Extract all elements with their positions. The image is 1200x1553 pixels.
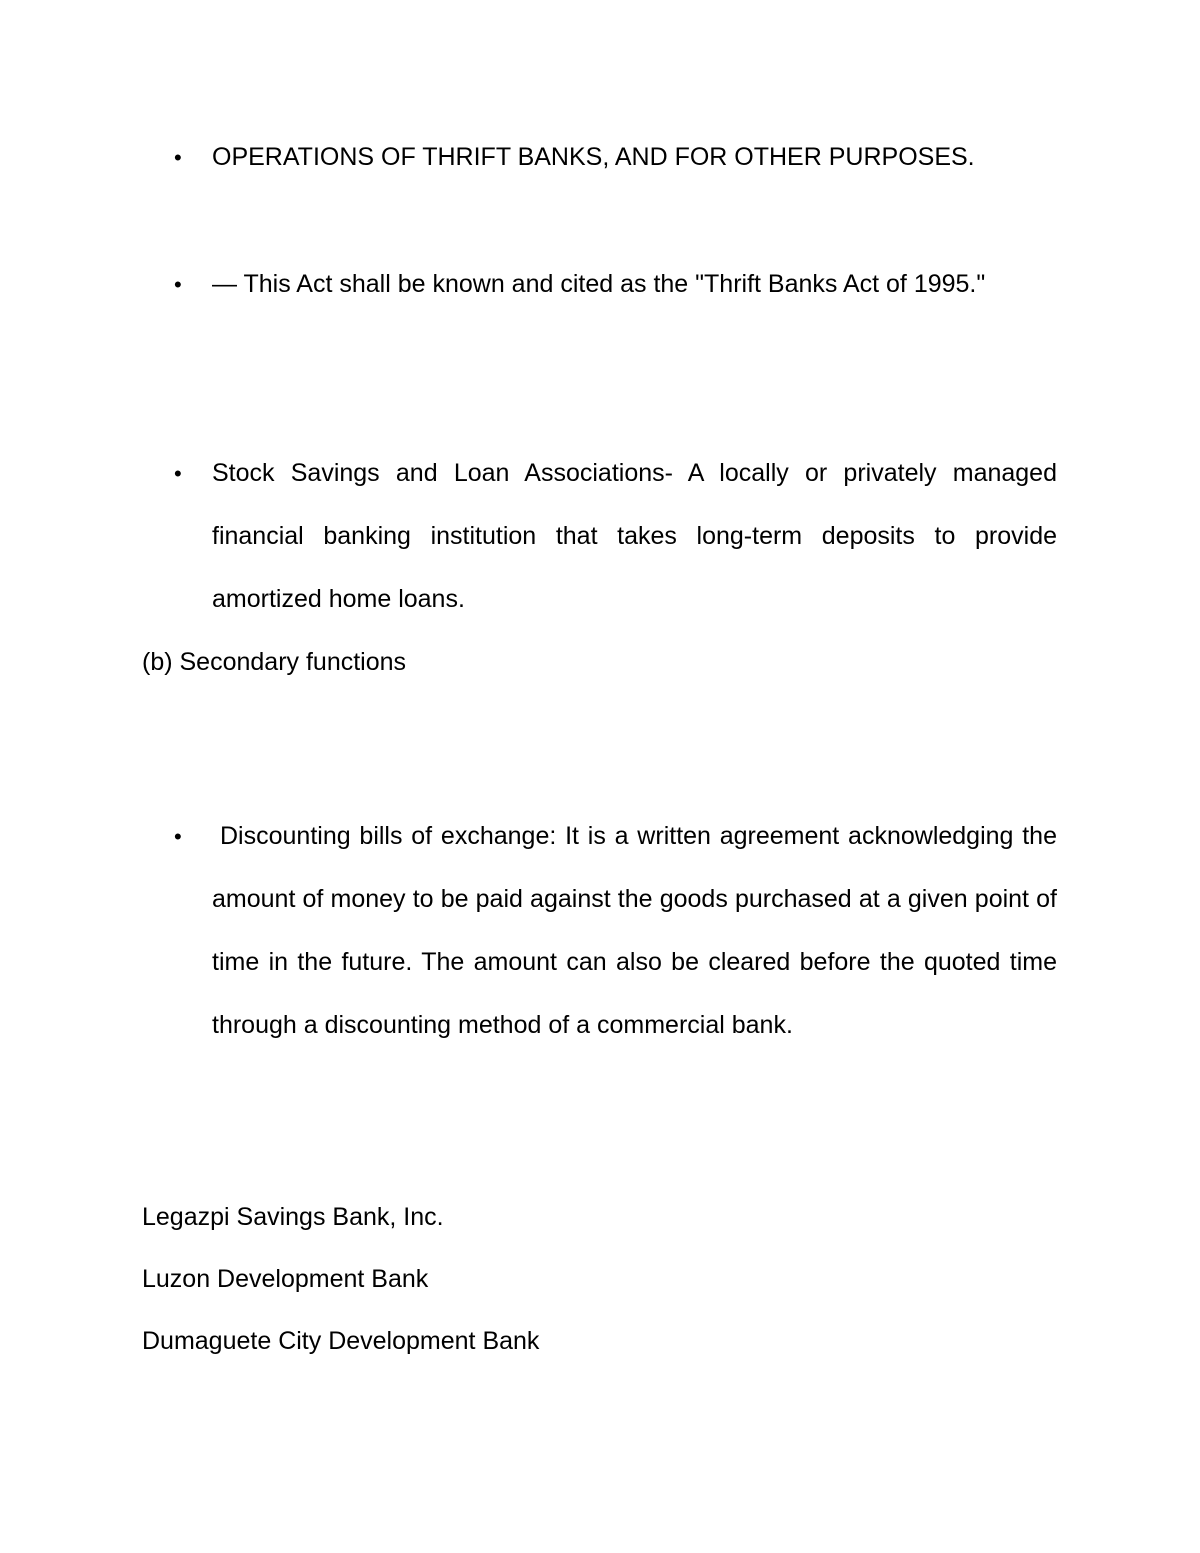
bullet-discounting-bills: • Discounting bills of exchange: It is a written agreement acknowledging the amount of money to be paid against the goods purchased at a given point of time in the future. The amount can also be cleared before the quoted time through a discounting method of a commercial bank. <box>212 805 1057 1057</box>
secondary-functions-heading: (b) Secondary functions <box>142 648 407 676</box>
bullet-thrift-banks-act: • — This Act shall be known and cited as the "Thrift Banks Act of 1995." <box>212 253 1057 316</box>
bullet-operations-thrift-banks: • OPERATIONS OF THRIFT BANKS, AND FOR OTHER PURPOSES. <box>212 126 1057 189</box>
bullet-stock-savings-loan: • Stock Savings and Loan Associations- A locally or privately managed financial banking institution that takes long-term deposits to provide amortized home loans. <box>212 442 1057 631</box>
bank-name-luzon: Luzon Development Bank <box>142 1265 429 1293</box>
bank-name-dumaguete: Dumaguete City Development Bank <box>142 1327 540 1355</box>
bank-name-legazpi: Legazpi Savings Bank, Inc. <box>142 1203 444 1231</box>
